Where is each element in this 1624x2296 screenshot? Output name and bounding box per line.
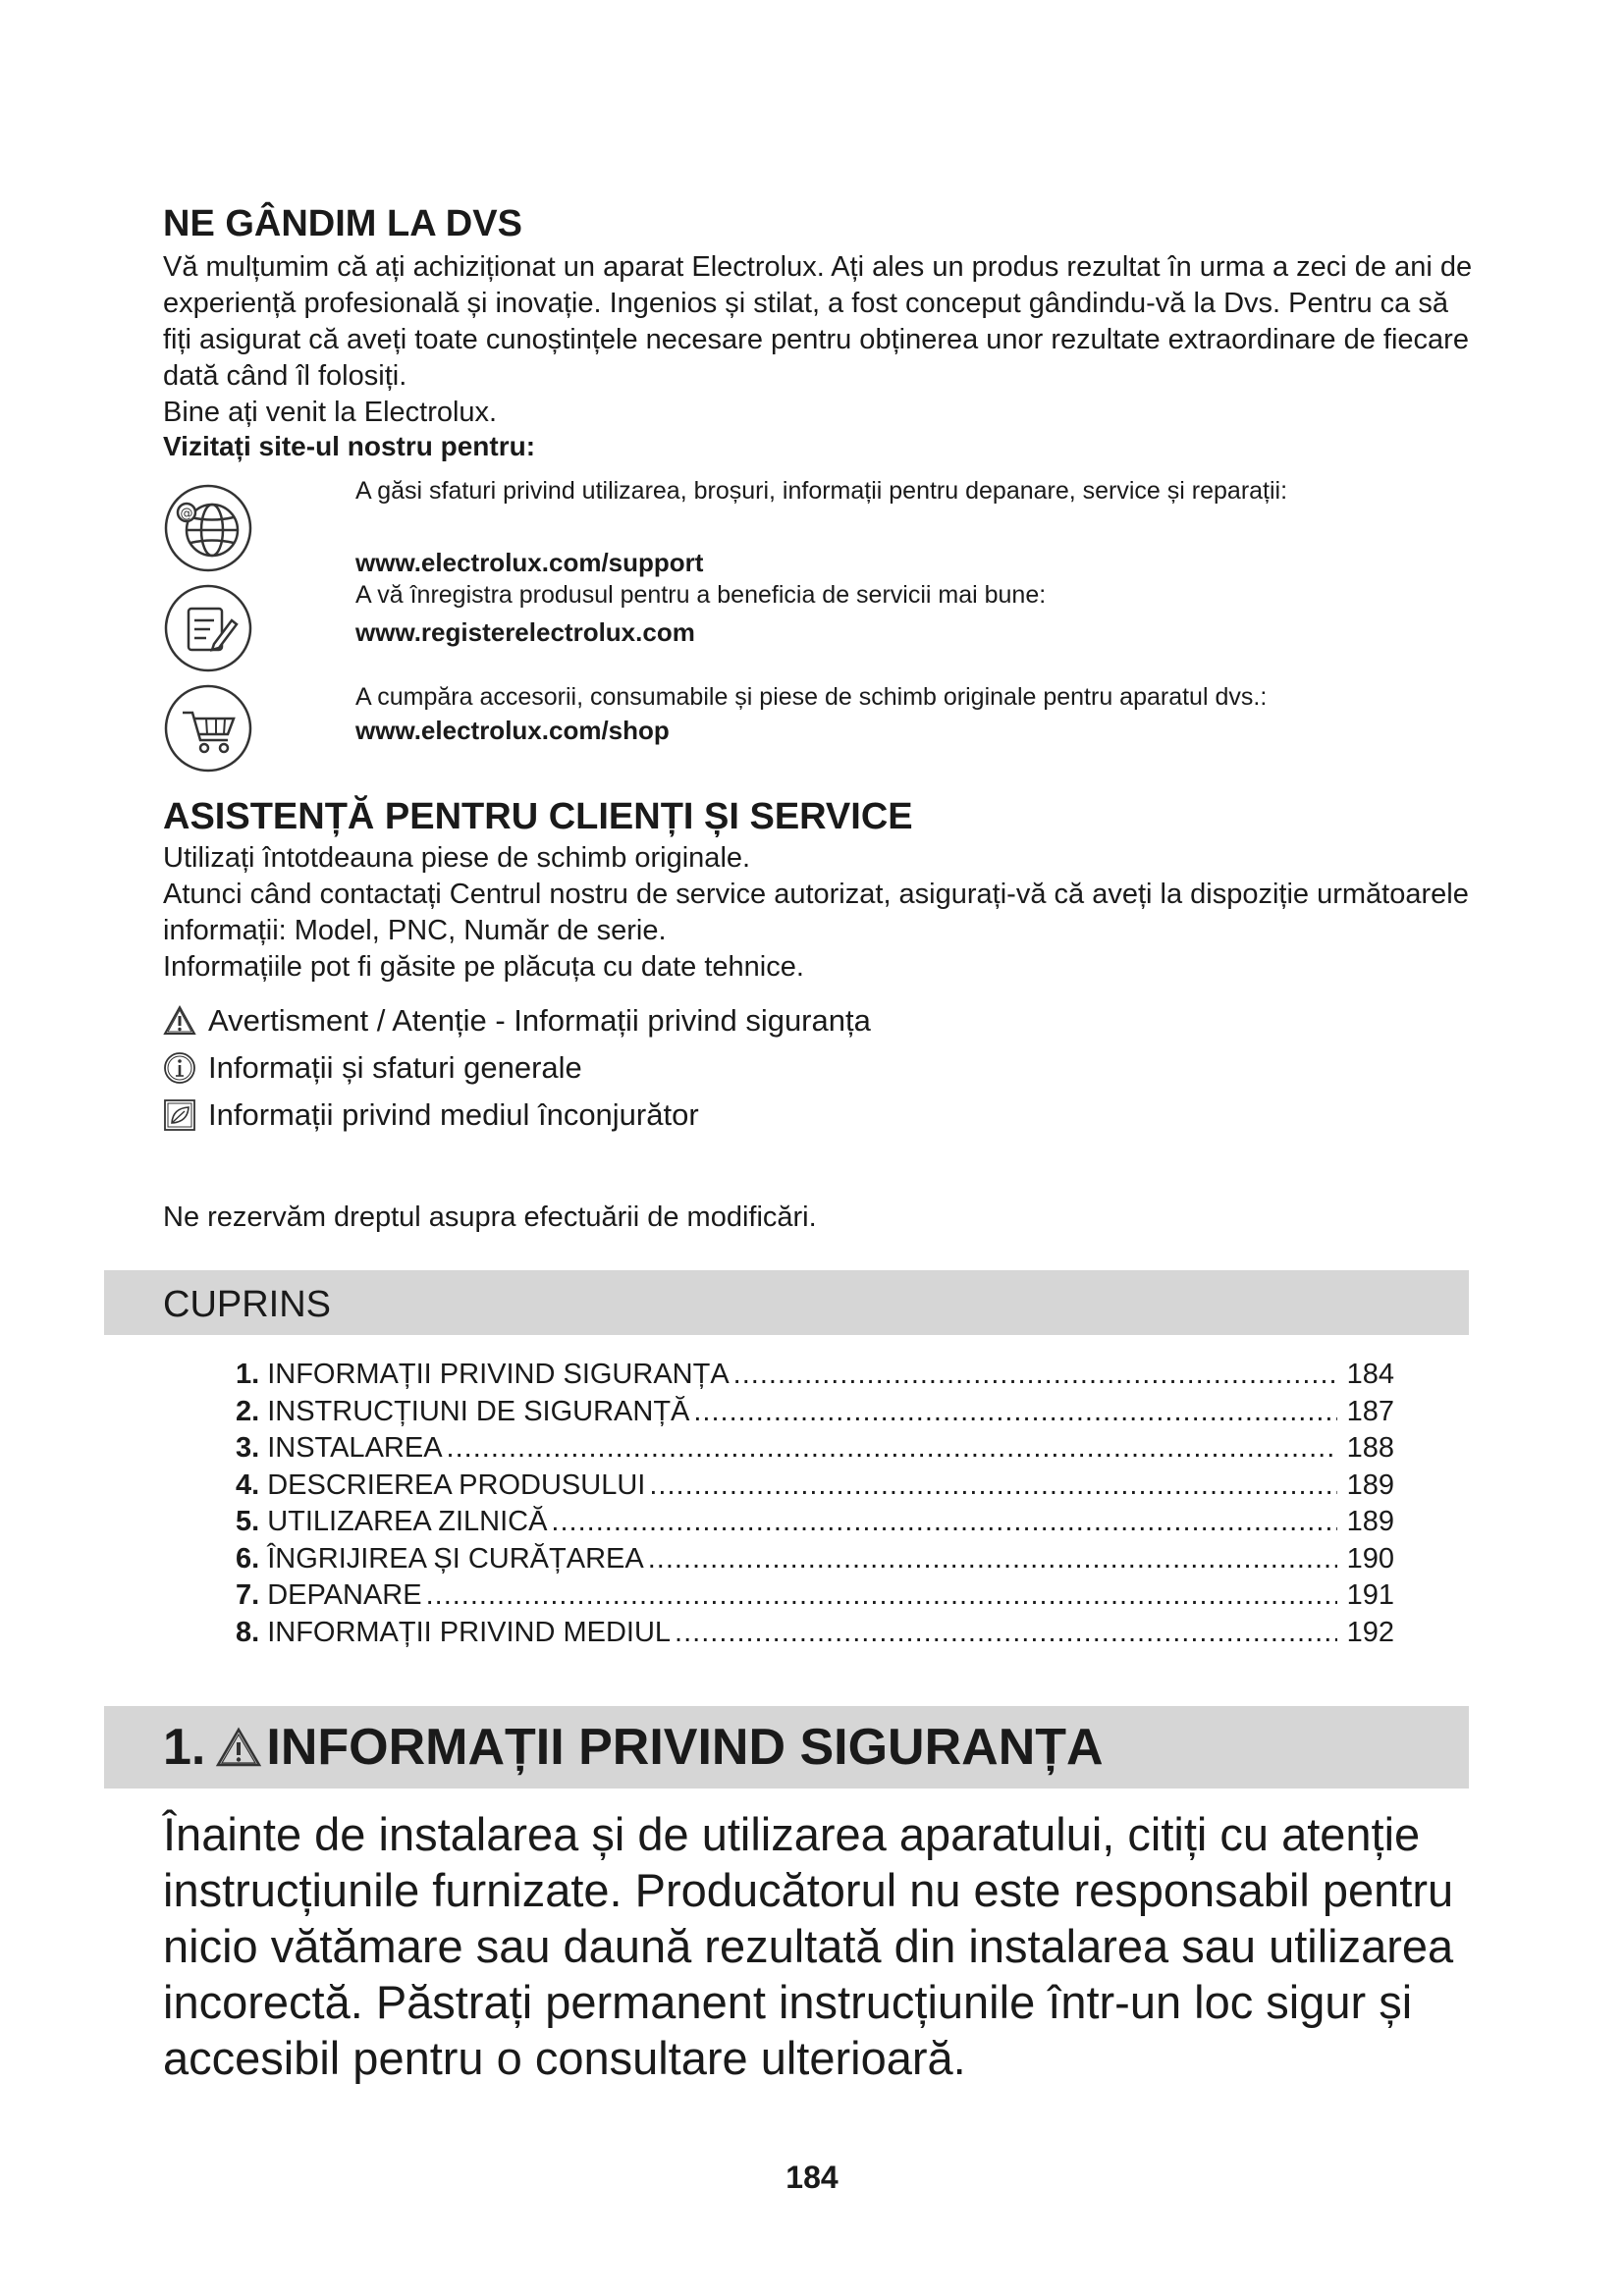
safety-section-title: INFORMAȚII PRIVIND SIGURANȚA bbox=[266, 1719, 1104, 1776]
toc-leader-dots bbox=[649, 1469, 1337, 1502]
toc-entry-page: 187 bbox=[1346, 1395, 1394, 1427]
toc-entry-label: ÎNGRIJIREA ȘI CURĂȚAREA bbox=[267, 1542, 644, 1575]
toc-leader-dots bbox=[447, 1432, 1337, 1465]
legend-text: Informații și sfaturi generale bbox=[208, 1050, 582, 1085]
toc-entry-page: 189 bbox=[1346, 1468, 1394, 1501]
globe-icon bbox=[163, 483, 253, 573]
table-of-contents bbox=[236, 1359, 1394, 1653]
reserve-notice: Ne rezervăm dreptul asupra efectuării de modificări. bbox=[163, 1201, 817, 1233]
toc-entry[interactable] bbox=[236, 1396, 1394, 1433]
toc-leader-dots bbox=[675, 1617, 1337, 1649]
toc-entry-label: INSTALAREA bbox=[267, 1432, 443, 1464]
register-icon bbox=[163, 583, 253, 673]
welcome-heading: NE GÂNDIM LA DVS bbox=[163, 203, 522, 244]
toc-entry-page: 192 bbox=[1346, 1616, 1394, 1648]
legend-row-environment bbox=[163, 1092, 871, 1139]
toc-entry-page: 184 bbox=[1346, 1359, 1394, 1390]
toc-entry[interactable] bbox=[236, 1543, 1394, 1580]
assistance-paragraph: Informațiile pot fi găsite pe plăcuța cu date tehnice. bbox=[163, 951, 804, 983]
toc-entry[interactable] bbox=[236, 1506, 1394, 1543]
assistance-paragraph: Utilizați întotdeauna piese de schimb originale. bbox=[163, 842, 751, 874]
toc-entry-label: DESCRIEREA PRODUSULUI bbox=[267, 1468, 646, 1501]
welcome-paragraph: Bine ați venit la Electrolux. bbox=[163, 397, 498, 428]
toc-leader-dots bbox=[426, 1579, 1337, 1612]
toc-entry-number: 4. bbox=[236, 1468, 260, 1501]
toc-entry-page: 191 bbox=[1346, 1579, 1394, 1611]
toc-entry-number: 3. bbox=[236, 1432, 260, 1464]
welcome-intro bbox=[163, 249, 1479, 431]
visit-item-link[interactable]: www.electrolux.com/shop bbox=[355, 716, 670, 745]
visit-item-link[interactable]: www.registerelectrolux.com bbox=[355, 617, 695, 647]
warning-icon bbox=[215, 1726, 262, 1769]
toc-leader-dots bbox=[648, 1543, 1337, 1575]
leaf-icon bbox=[163, 1098, 196, 1132]
safety-title bbox=[163, 1718, 1104, 1777]
toc-entry-number: 7. bbox=[236, 1579, 260, 1611]
toc-entry-number: 5. bbox=[236, 1506, 260, 1537]
legend-row-warning bbox=[163, 997, 871, 1044]
visit-heading: Vizitați site-ul nostru pentru: bbox=[163, 431, 536, 461]
toc-entry[interactable] bbox=[236, 1359, 1394, 1396]
safety-intro-text: Înainte de instalarea și de utilizarea aparatului, citiți cu atenție instrucțiunile furnizate. Producătorul nu este responsabil pentru nicio vătămare sau daună rezultată din instalarea sau utilizarea incorectă. Păstrați permanent instrucțiunile într-un loc sigur și accesibil pentru o consultare ulterioară. bbox=[163, 1808, 1454, 2084]
toc-entry[interactable] bbox=[236, 1617, 1394, 1654]
toc-entry-page: 188 bbox=[1346, 1432, 1394, 1464]
toc-entry-label: UTILIZAREA ZILNICĂ bbox=[267, 1506, 548, 1537]
page-number: 184 bbox=[785, 2160, 839, 2195]
toc-entry-page: 190 bbox=[1346, 1542, 1394, 1575]
welcome-paragraph: Vă mulțumim că ați achiziționat un aparat Electrolux. Ați ales un produs rezultat în urma a zeci de ani de experiență profesională și inovație. Ingenios și stilat, a fost conceput gândindu-vă la Dvs. Pentru ca să fiți asigurat că aveți toate cunoștințele necesare pentru obținerea unor rezultate extraordinare de fiecare dată când îl folosiți. bbox=[163, 251, 1473, 392]
assistance-paragraph: Atunci când contactați Centrul nostru de service autorizat, asigurați-vă că aveți la dispoziție următoarele informații: Model, PNC, Număr de serie. bbox=[163, 879, 1469, 946]
symbol-legend bbox=[163, 997, 871, 1139]
toc-entry-number: 1. bbox=[236, 1359, 260, 1390]
assistance-text bbox=[163, 840, 1479, 986]
toc-entry-label: INSTRUCȚIUNI DE SIGURANȚĂ bbox=[267, 1395, 690, 1427]
toc-entry-label: INFORMAȚII PRIVIND SIGURANȚA bbox=[267, 1359, 730, 1390]
info-icon bbox=[163, 1051, 196, 1085]
visit-item-text: A vă înregistra produsul pentru a beneficia de servicii mai bune: bbox=[355, 581, 1047, 609]
legend-text: Informații privind mediul înconjurător bbox=[208, 1097, 699, 1132]
toc-entry-number: 8. bbox=[236, 1616, 260, 1648]
toc-header-band bbox=[104, 1270, 1469, 1335]
visit-item-text: A cumpăra accesorii, consumabile și piese de schimb originale pentru aparatul dvs.: bbox=[355, 683, 1268, 711]
legend-text: Avertisment / Atenție - Informații privind siguranța bbox=[208, 1003, 871, 1038]
safety-section-number: 1. bbox=[163, 1719, 206, 1776]
visit-item-text: A găsi sfaturi privind utilizarea, broșuri, informații pentru depanare, service și reparații: bbox=[355, 477, 1288, 505]
toc-title: CUPRINS bbox=[163, 1284, 332, 1325]
toc-leader-dots bbox=[733, 1359, 1337, 1391]
svg-text:@: @ bbox=[180, 507, 193, 521]
toc-entry-label: DEPANARE bbox=[267, 1579, 422, 1611]
toc-entry-label: INFORMAȚII PRIVIND MEDIUL bbox=[267, 1616, 672, 1648]
visit-item-link[interactable]: www.electrolux.com/support bbox=[355, 548, 704, 577]
assistance-heading: ASISTENȚĂ PENTRU CLIENȚI ȘI SERVICE bbox=[163, 796, 913, 837]
warning-icon bbox=[163, 1004, 196, 1038]
toc-entry[interactable] bbox=[236, 1469, 1394, 1507]
safety-header-band bbox=[104, 1706, 1469, 1789]
toc-entry-page: 189 bbox=[1346, 1506, 1394, 1537]
shopping-cart-icon bbox=[163, 683, 253, 774]
toc-entry[interactable] bbox=[236, 1579, 1394, 1617]
toc-leader-dots bbox=[693, 1396, 1337, 1428]
toc-entry-number: 6. bbox=[236, 1542, 260, 1575]
legend-row-info bbox=[163, 1044, 871, 1092]
toc-entry-number: 2. bbox=[236, 1395, 260, 1427]
toc-entry[interactable] bbox=[236, 1432, 1394, 1469]
toc-leader-dots bbox=[551, 1506, 1337, 1538]
